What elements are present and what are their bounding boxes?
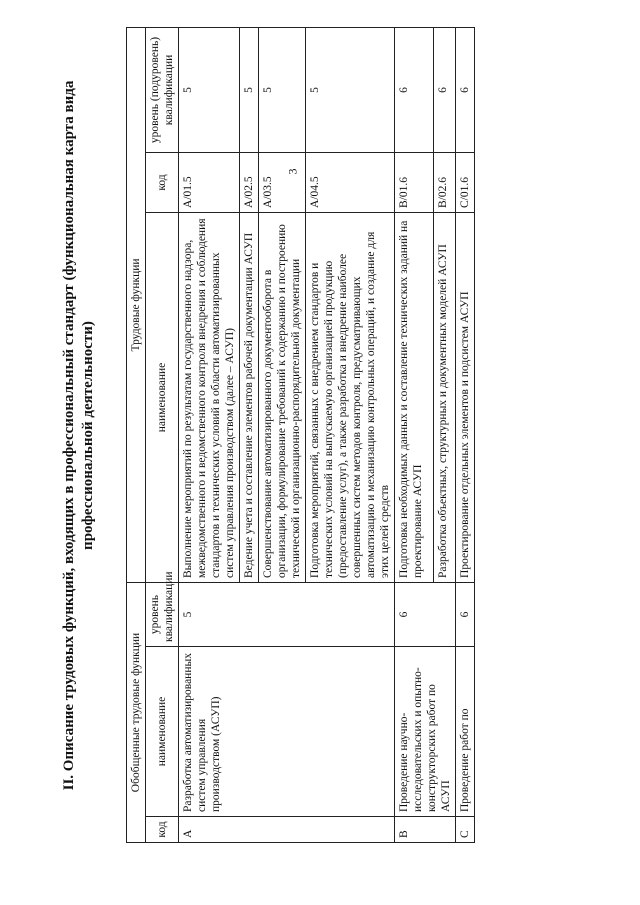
function-code: A/02.5 [240, 152, 259, 212]
page-number: 3 [285, 168, 300, 175]
function-level: 6 [395, 27, 434, 152]
function-level: 6 [433, 27, 455, 152]
header-func-name: наименование [146, 212, 179, 582]
function-name: Выполнение мероприятий по результатам государственного надзора, межведомственного и ведомственного контроля внедрения и соблюдения стандартов и технических условий в области автоматизированных систем управления производством (далее – АСУП) [179, 212, 240, 582]
gtf-name: Проведение работ по [456, 647, 475, 817]
function-name: Совершенствование автоматизированного документооборота в организации, формулирование требований к содержанию и построению технической и организационно-распорядительной документации [259, 212, 306, 582]
function-code: A/03.5 [259, 152, 306, 212]
table-row [179, 27, 240, 842]
function-level: 5 [240, 27, 259, 152]
function-code: A/01.5 [179, 152, 240, 212]
function-code: B/02.6 [433, 152, 455, 212]
gtf-level: 6 [395, 582, 456, 646]
gtf-name: Проведение научно-исследовательских и опытно-конструкторских работ по АСУП [395, 647, 456, 817]
header-name: наименование [146, 647, 179, 817]
function-level: 6 [456, 27, 475, 152]
section-heading: II. Описание трудовых функций, входящих в профессиональный стандарт (функциональная карта вида профессиональной деятельности) [61, 80, 96, 791]
gtf-level: 5 [179, 582, 395, 646]
table-row [456, 27, 475, 842]
function-code: C/01.6 [456, 152, 475, 212]
header-func-code: код [146, 152, 179, 212]
gtf-code: C [456, 817, 475, 843]
header-labor: Трудовые функции [127, 27, 146, 582]
gtf-name: Разработка автоматизированных систем управления производством (АСУП) [179, 647, 395, 817]
gtf-level: 6 [456, 582, 475, 646]
functional-map-table [126, 27, 475, 843]
header-generalized: Обобщенные трудовые функции [127, 582, 146, 842]
function-name: Подготовка необходимых данных и составление технических заданий на проектирование АСУП [395, 212, 434, 582]
header-level: уровень квалификации [146, 582, 179, 646]
gtf-code: B [395, 817, 456, 843]
function-code: B/01.6 [395, 152, 434, 212]
rotated-page [60, 28, 615, 843]
header-code: код [146, 817, 179, 843]
gtf-code: A [179, 817, 395, 843]
function-level: 5 [306, 27, 395, 152]
function-name: Подготовка мероприятий, связанных с внедрением стандартов и технических условий на выпускаемую организацией продукцию (предоставление услуг), а также разработка и внедрение наиболее совершенных систем методов контроля, предусматривающих автоматизацию и механизацию контрольных операций, и создание для этих целей средств [306, 212, 395, 582]
function-level: 5 [259, 27, 306, 152]
function-name: Проектирование отдельных элементов и подсистем АСУП [456, 212, 475, 582]
table-row [395, 27, 434, 842]
function-name: Ведение учета и составление элементов рабочей документации АСУП [240, 212, 259, 582]
function-code: A/04.5 [306, 152, 395, 212]
function-level: 5 [179, 27, 240, 152]
function-name: Разработка объектных, структурных и документных моделей АСУП [433, 212, 455, 582]
header-func-level: уровень (подуровень) квалификации [146, 27, 179, 152]
